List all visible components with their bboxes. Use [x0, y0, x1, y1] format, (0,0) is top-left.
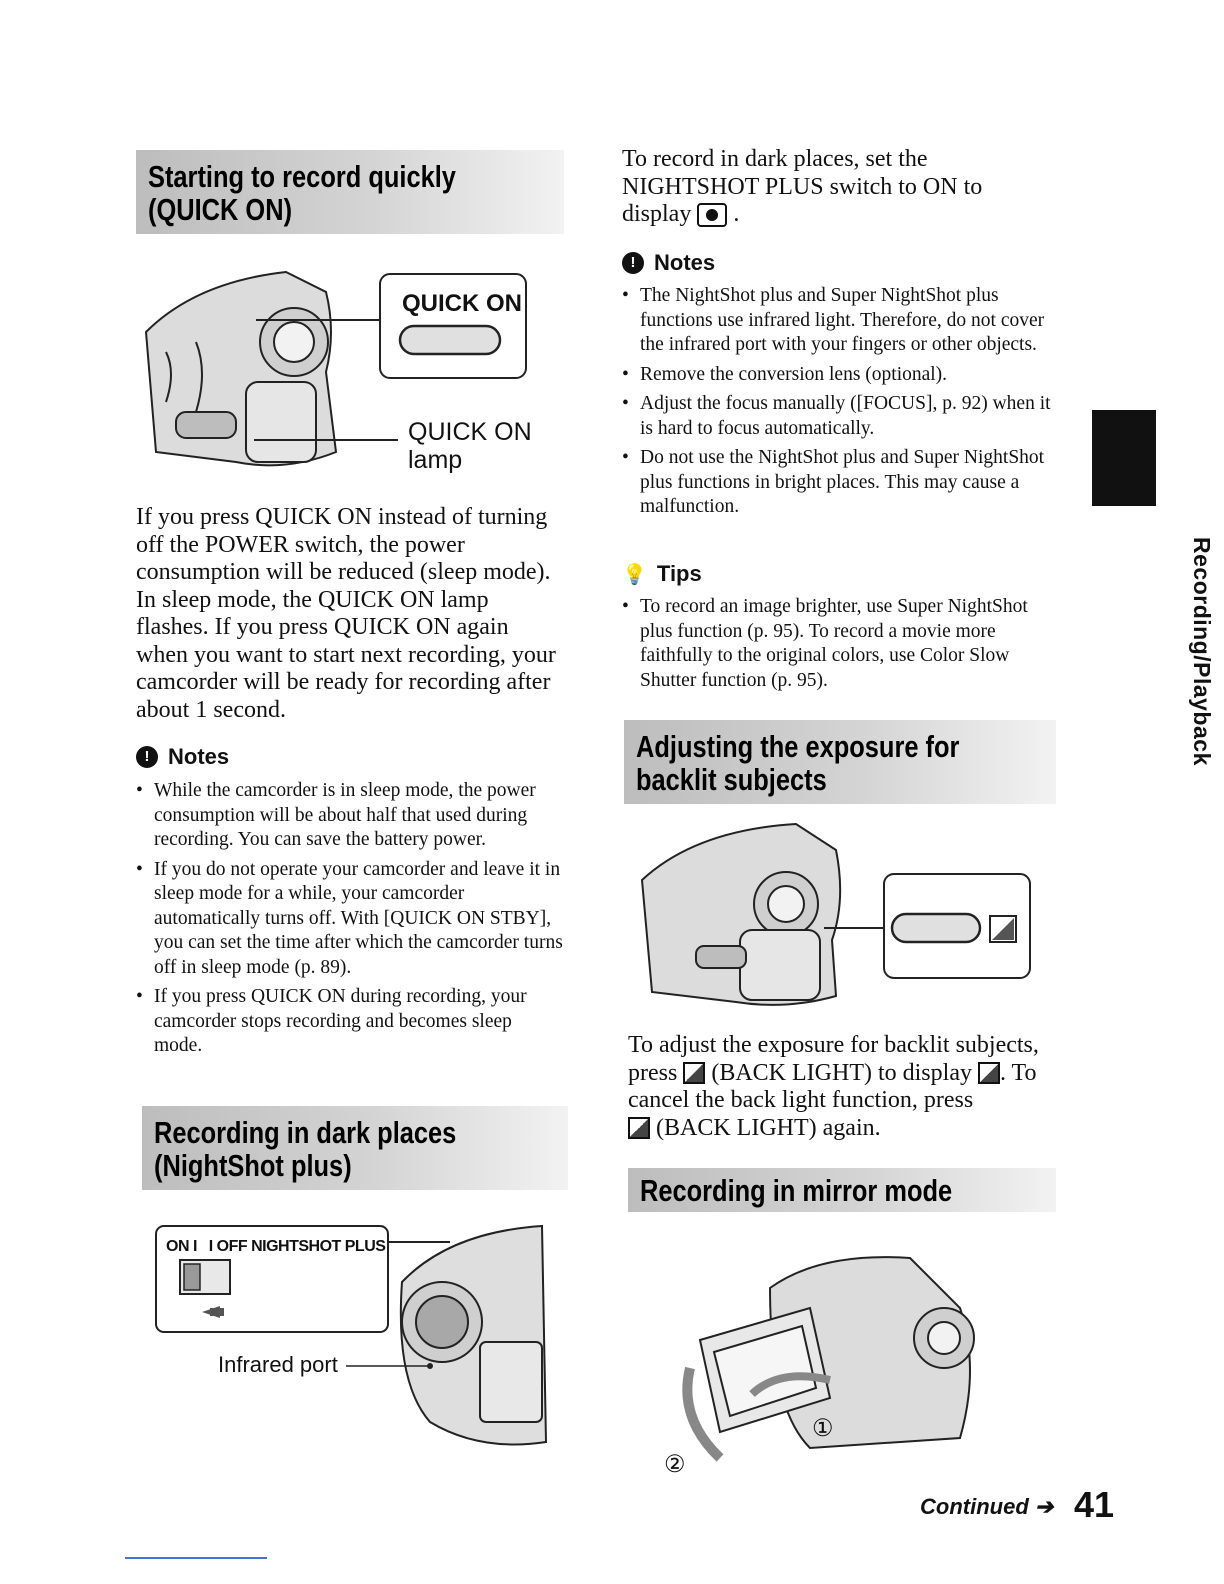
heading-line-1: Recording in dark places — [154, 1115, 457, 1150]
mirror-step-2: ② — [664, 1452, 686, 1478]
heading-line-1: Recording in mirror mode — [640, 1173, 953, 1208]
nightshot-switch-labels: ON I I OFF NIGHTSHOT PLUS — [166, 1238, 386, 1255]
intro-line-3: display — [622, 201, 692, 227]
backlight-line-2a: press — [628, 1059, 678, 1086]
footer-rule — [125, 1557, 267, 1559]
quick-on-notes-heading — [136, 744, 229, 770]
intro-line-1: To record in dark places, set the — [622, 146, 928, 172]
list-item: • The NightShot plus and Super NightShot plus functions use infrared light. Therefore, do not cover the infrared port with your fingers or other objects. — [622, 284, 1052, 358]
list-item: • If you press QUICK ON during recording, your camcorder stops recording and becomes sleep mode. — [136, 985, 564, 1059]
section-heading-nightshot — [142, 1106, 568, 1190]
switch-off-label: OFF — [216, 1238, 248, 1255]
nightshot-notes-heading — [622, 250, 715, 276]
nightshot-intro: To record in dark places, set the NIGHTSHOT PLUS switch to ON to display . — [622, 146, 1052, 229]
section-heading-quick-on — [136, 150, 564, 234]
list-item: • While the camcorder is in sleep mode, the power consumption will be about half that used during recording. You can save the battery power. — [136, 779, 564, 853]
page-number: 41 — [1074, 1484, 1115, 1525]
quick-on-button-label: QUICK ON — [402, 290, 522, 317]
tips-title: Tips — [656, 561, 702, 586]
continued-label — [920, 1494, 1053, 1520]
backlight-camcorder-illustration — [636, 820, 1036, 1010]
lamp-label-line-2: lamp — [408, 446, 463, 474]
list-item: • Do not use the NightShot plus and Super NightShot plus functions in bright places. This may cause a malfunction. — [622, 446, 1052, 520]
section-heading-mirror — [628, 1168, 1056, 1212]
infrared-port-label: Infrared port — [218, 1352, 338, 1377]
list-item: • To record an image brighter, use Super NightShot plus function (p. 95). To record a movie more faithfully to the original colors, use Color Slow Shutter function (p. 95). — [622, 595, 1052, 693]
backlight-icon — [978, 1062, 1000, 1084]
heading-line-2: (NightShot plus) — [154, 1148, 352, 1183]
heading-line-1: Starting to record quickly — [148, 159, 456, 194]
lightbulb-icon: 💡 — [622, 563, 647, 586]
continued-text: Continued — [920, 1494, 1029, 1519]
backlight-line-1: To adjust the exposure for backlit subjects, — [628, 1032, 1039, 1058]
quick-on-lamp-label — [408, 418, 532, 474]
side-tab-label: Recording/Playback — [1189, 537, 1215, 766]
mirror-mode-camcorder-illustration — [660, 1248, 1020, 1478]
nightshot-notes-list — [622, 284, 1052, 525]
notes-icon: ! — [622, 252, 644, 274]
heading-line-2: backlit subjects — [636, 762, 827, 797]
list-item: • If you do not operate your camcorder and leave it in sleep mode for a while, your camcorder automatically turns off. With [QUICK ON STBY], you can set the time after which the camcorder turns off in sleep mode (p. 89). — [136, 858, 564, 981]
section-heading-backlight — [624, 720, 1056, 804]
heading-line-1: Adjusting the exposure for — [636, 729, 960, 764]
intro-line-2: NIGHTSHOT PLUS switch to ON to — [622, 173, 983, 200]
section-side-tab — [1092, 410, 1156, 506]
quick-on-notes-list — [136, 779, 564, 1064]
quick-on-paragraph: If you press QUICK ON instead of turning off the POWER switch, the power consumption will be reduced (sleep mode). In sleep mode, the QUICK ON lamp flashes. If you press QUICK ON again when you want to start next recording, your camcorder will be ready for recording after about 1 second. — [136, 504, 556, 723]
backlight-line-2c: . To — [999, 1059, 1037, 1086]
tips-heading — [622, 561, 702, 587]
lamp-label-line-1: QUICK ON — [408, 418, 532, 446]
mirror-step-1: ① — [812, 1416, 834, 1442]
backlight-line-2b: (BACK LIGHT) to display — [711, 1059, 972, 1086]
list-item: • Adjust the focus manually ([FOCUS], p. 92) when it is hard to focus automatically. — [622, 392, 1052, 441]
nightshot-icon — [697, 203, 727, 227]
notes-icon: ! — [136, 746, 158, 768]
tips-list — [622, 595, 1052, 698]
nightshot-camcorder-illustration — [150, 1222, 550, 1452]
backlight-icon — [628, 1117, 650, 1139]
arrow-right-icon: ➔ — [1034, 1494, 1054, 1519]
notes-title: Notes — [168, 744, 230, 769]
notes-title: Notes — [654, 250, 716, 275]
heading-line-2: (QUICK ON) — [148, 192, 293, 227]
switch-on-label: ON — [166, 1238, 189, 1255]
list-item: • Remove the conversion lens (optional). — [622, 363, 1052, 388]
backlight-line-4: (BACK LIGHT) again. — [656, 1114, 881, 1141]
backlight-line-3: cancel the back light function, press — [628, 1087, 974, 1113]
backlight-paragraph — [628, 1032, 1058, 1142]
backlight-icon — [683, 1062, 705, 1084]
switch-name-label: NIGHTSHOT PLUS — [251, 1238, 386, 1255]
